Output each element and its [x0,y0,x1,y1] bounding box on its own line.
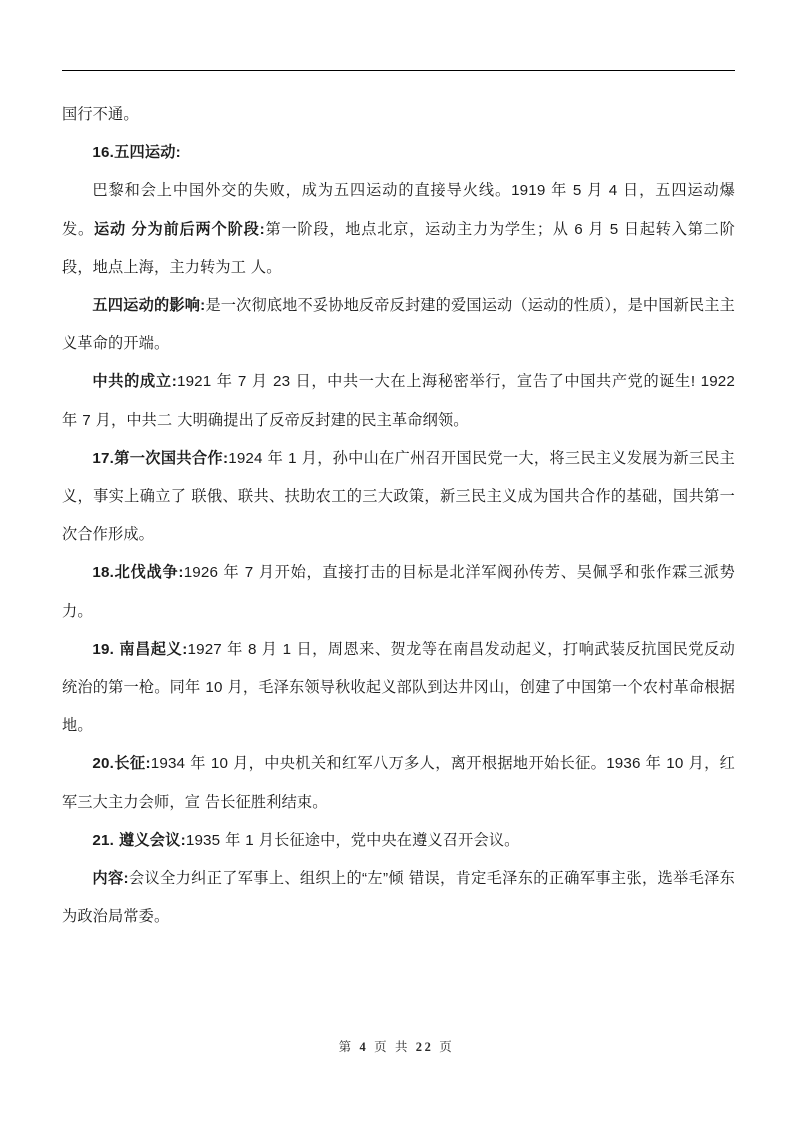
paragraph-section-17 [62,440,735,555]
paragraph-section-21 [62,822,735,860]
paragraph-text-lead: 巴黎和会上中国外交的失败，成为五四运动的直接导火线。1919 年 5 月 4 日，五四运动爆发。 [62,182,735,238]
section-heading-19-label: 19. 南昌起义: [92,640,188,658]
paragraph-section-20 [62,745,735,821]
paragraph-may-fourth-impact [62,287,735,363]
footer-total-pages: 22 [415,1040,434,1054]
section-heading-17-label: 17.第一次国共合作: [92,449,229,467]
footer-middle-label: 共 [394,1040,411,1054]
paragraph-text-tail: 1927 年 8 月 1 日，周恩来、贺龙等在南昌发动起义，打响武装反抗国民党反动统治的第一枪。同年 10 月，毛泽东领导秋收起义部队到达井冈山，创建了中国第一个农村革命根据地。 [62,640,735,735]
section-heading-16 [62,134,735,172]
paragraph-text-tail: 1924 年 1 月，孙中山在广州召开国民党一大，将三民主义发展为新三民主义，事实上确立了 联俄、联共、扶助农工的三大政策，新三民主义成为国共合作的基础，国共第一次合作形成。 [62,449,735,544]
paragraph-text-tail: 是一次彻底地不妥协地反帝反封建的爱国运动（运动的性质），是中国新民主主义革命的开端。 [62,297,735,353]
page-footer [0,1037,793,1055]
footer-total-unit: 页 [439,1040,455,1054]
paragraph-text-tail: 1935 年 1 月长征途中，党中央在遵义召开会议。 [185,831,520,849]
paragraph-text-tail: 1921 年 7 月 23 日，中共一大在上海秘密举行，宣告了中国共产党的诞生! 1922 年 7 月，中共二 大明确提出了反帝反封建的民主革命纲领。 [62,373,735,429]
paragraph-text-tail: 1934 年 10 月，中央机关和红军八万多人，离开根据地开始长征。1936 年 10 月，红军三大主力会师，宣 告长征胜利结束。 [62,755,735,811]
paragraph-may-fourth-movement [62,172,735,287]
paragraph-continuation [62,96,735,134]
header-rule-divider [62,70,735,71]
inline-bold-stages: 运动 分为前后两个阶段: [93,220,265,238]
inline-bold-content: 内容: [92,870,129,888]
section-heading-16-label: 16.五四运动: [92,144,181,162]
section-heading-20-label: 20.长征: [92,755,151,773]
footer-page-unit: 页 [374,1040,390,1054]
paragraph-text-tail: 1926 年 7 月开始，直接打击的目标是北洋军阀孙传芳、吴佩孚和张作霖三派势力。 [62,564,735,620]
paragraph-text-tail: 会议全力纠正了军事上、组织上的“左”倾 错误，肯定毛泽东的正确军事主张，选举毛泽东为政治局常委。 [62,870,735,926]
section-heading-21-label: 21. 遵义会议: [92,831,186,849]
document-body [62,96,735,936]
paragraph-zunyi-content [62,860,735,936]
paragraph-section-19 [62,631,735,746]
paragraph-text: 国行不通。 [62,106,139,123]
section-heading-18-label: 18.北伐战争: [92,564,184,582]
footer-prefix: 第 [338,1040,354,1054]
inline-bold-ccp-founding: 中共的成立: [92,373,177,391]
footer-current-page: 4 [359,1040,369,1054]
paragraph-section-18 [62,554,735,630]
inline-bold-impact: 五四运动的影响: [92,297,206,315]
paragraph-text-tail: 第一阶段，地点北京，运动主力为学生；从 6 月 5 日起转入第二阶段，地点上海，主力转为工 人。 [62,220,735,276]
paragraph-ccp-founding [62,363,735,439]
